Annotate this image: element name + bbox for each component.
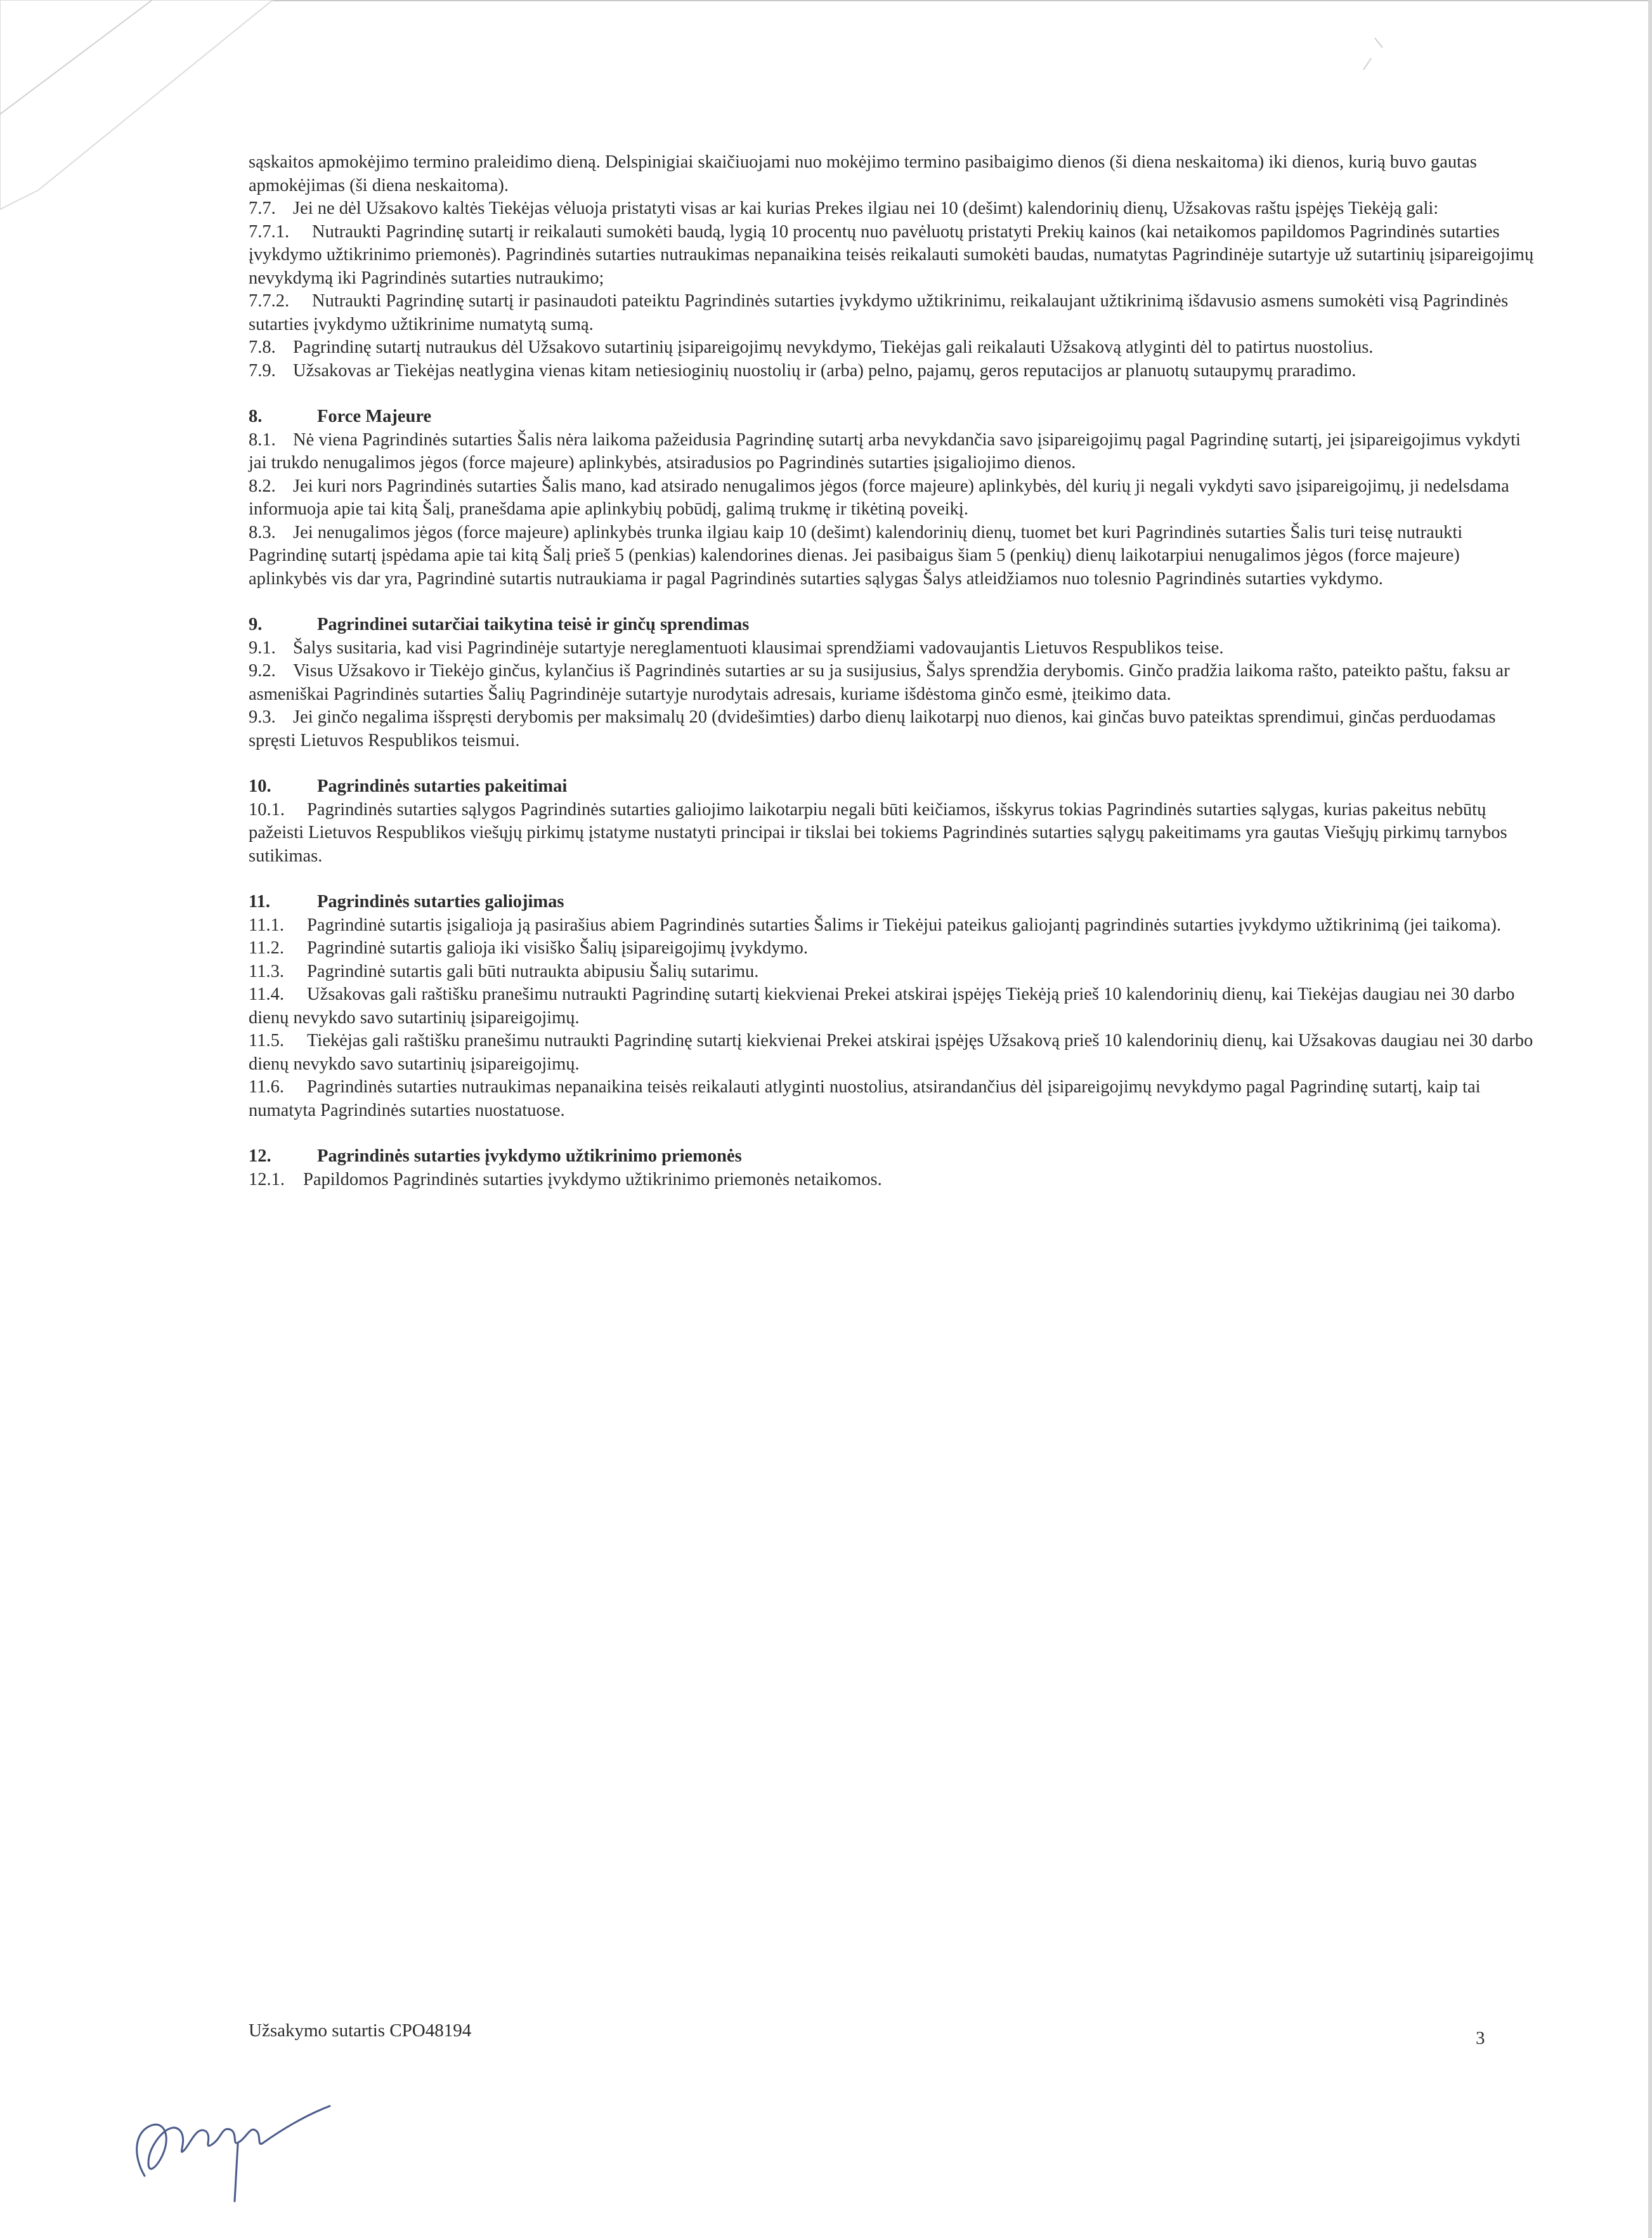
clause-9-2: 9.2. Visus Užsakovo ir Tiekėjo ginčus, kylančius iš Pagrindinės sutarties ar su ja susijusius, Šalys sprendžia derybomis. Ginčo pradžia laikoma rašto, pateikto paštu, faksu ar asmeniškai Pagrindinės sutarties Šalių Pagrindinėje sutartyje nurodytais adresais, kuriame išdėstoma ginčo esmė, įteikimo data. [249, 661, 1510, 704]
section-heading: 11. Pagrindinės sutarties galiojimas [249, 892, 564, 912]
clause-11-2: 11.2. Pagrindinė sutartis galioja iki visiško Šalių įsipareigojimų įvykdymo. [249, 938, 809, 958]
clause-7-9: 7.9. Užsakovas ar Tiekėjas neatlygina vienas kitam netiesioginių nuostolių ir (arba) pelno, pajamų, geros reputacijos ar planuotų sutaupymų praradimo. [249, 360, 1356, 381]
clause-9-1: 9.1. Šalys susitaria, kad visi Pagrindinėje sutartyje nereglamentuoti klausimai sprendžiami vadovaujantis Lietuvos Respublikos teise. [249, 638, 1224, 658]
clause-11-3: 11.3. Pagrindinė sutartis gali būti nutraukta abipusiu Šalių sutarimu. [249, 961, 759, 981]
clause-9-3: 9.3. Jei ginčo negalima išspręsti derybomis per maksimalų 20 (dvidešimties) darbo dienų laikotarpį nuo dienos, kai ginčas buvo pateiktas sprendimui, ginčas perduodamas spręsti Lietuvos Respublikos teismui. [249, 707, 1496, 750]
clause-7-7: 7.7. Jei ne dėl Užsakovo kaltės Tiekėjas vėluoja pristatyti visas ar kai kurias Prekes ilgiau nei 10 (dešimt) kalendorinių dienų, Užsakovas raštu įspėjęs Tiekėją gali: [249, 199, 1439, 218]
section-heading: 8. Force Majeure [249, 407, 432, 426]
clause-10-1: 10.1. Pagrindinės sutarties sąlygos Pagrindinės sutarties galiojimo laikotarpiu negali būti keičiamos, išskyrus tokias Pagrindinės sutarties sąlygas, kurias pakeitus nebūtų pažeisti Lietuvos Respublikos viešųjų pirkimų įstatyme nustatyti principai ir tikslai bei tokiems Pagrindinės sutarties sąlygų pakeitimams yra gautas Viešųjų pirkimų tarnybos sutikimas. [249, 799, 1507, 866]
section-9 [249, 613, 1536, 752]
clause-11-1: 11.1. Pagrindinė sutartis įsigalioja ją pasirašius abiem Pagrindinės sutarties Šalims ir Tiekėjui pateikus galiojantį pagrindinės sutarties įvykdymo užtikrinimą (jei taikoma). [249, 915, 1502, 935]
section-heading: 12. Pagrindinės sutarties įvykdymo užtikrinimo priemonės [249, 1146, 742, 1166]
section-heading: 9. Pagrindinei sutarčiai taikytina teisė ir ginčų sprendimas [249, 615, 750, 634]
clause-8-1: 8.1. Nė viena Pagrindinės sutarties Šalis nėra laikoma pažeidusia Pagrindinę sutartį arba nevykdančia savo įsipareigojimų pagal Pagrindinę sutartį, jei įsipareigojimus vykdyti jai trukdo nenugalimos jėgos (force majeure) aplinkybės, atsiradusios po Pagrindinės sutarties įsigaliojimo dienos. [249, 429, 1521, 473]
document-body [249, 151, 1536, 1191]
clause-11-4: 11.4. Užsakovas gali raštišku pranešimu nutraukti Pagrindinę sutartį kiekvienai Prekei atskirai įspėjęs Tiekėją prieš 10 kalendorinių dienų, kai Tiekėjas daugiau nei 30 darbo dienų nevykdo savo sutartinių įsipareigojimų. [249, 985, 1515, 1028]
handwritten-signature [127, 2081, 336, 2208]
clause-8-3: 8.3. Jei nenugalimos jėgos (force majeure) aplinkybės trunka ilgiau kaip 10 (dešimt) kalendorinių dienų, tuomet bet kuri Pagrindinės sutarties Šalis turi teisę nutraukti Pagrindinę sutartį įspėdama apie tai kitą Šalį prieš 5 (penkias) kalendorines dienas. Jei pasibaigus šiam 5 (penkių) dienų laikotarpiui nenugalimos jėgos (force majeure) aplinkybės vis dar yra, Pagrindinė sutartis nutraukiama ir pagal Pagrindinės sutarties sąlygas Šalys atleidžiamos nuo tolesnio Pagrindinės sutarties vykdymo. [249, 522, 1463, 589]
section-8 [249, 405, 1536, 591]
section-heading: 10. Pagrindinės sutarties pakeitimai [249, 776, 568, 796]
page-number: 3 [1476, 2028, 1485, 2048]
clause-8-2: 8.2. Jei kuri nors Pagrindinės sutarties Šalis mano, kad atsirado nenugalimos jėgos (force majeure) aplinkybės, dėl kurių ji negali vykdyti savo įsipareigojimų, ji nedelsdama informuoja apie tai kitą Šalį, pranešdama apie aplinkybių pobūdį, galimą trukmę ir tikėtiną poveikį. [249, 476, 1509, 519]
clause-11-5: 11.5. Tiekėjas gali raštišku pranešimu nutraukti Pagrindinę sutartį kiekvienai Prekei atskirai įspėjęs Užsakovą prieš 10 kalendorinių dienų, kai Užsakovas daugiau nei 30 darbo dienų nevykdo savo sutartinių įsipareigojimų. [249, 1031, 1533, 1074]
section-11 [249, 891, 1536, 1122]
clause-7-7-1: 7.7.1. Nutraukti Pagrindinę sutartį ir reikalauti sumokėti baudą, lygią 10 procentų nuo pavėluotų pristatyti Prekių kainos (kai netaikomos papildomos Pagrindinės sutarties įvykdymo užtikrinimo priemonės). Pagrindinės sutarties nutraukimas nepanaikina teisės reikalauti sumokėti baudas, numatytas Pagrindinėje sutartyje už sutartinių įsipareigojimų nevykdymą iki Pagrindinės sutarties nutraukimo; [249, 221, 1534, 288]
intro-block [249, 151, 1536, 383]
clause-12-1: 12.1. Papildomos Pagrindinės sutarties įvykdymo užtikrinimo priemonės netaikomos. [249, 1169, 882, 1189]
section-12 [249, 1145, 1536, 1191]
footer-contract-reference: Užsakymo sutartis CPO48194 [249, 2020, 472, 2041]
section-10 [249, 775, 1536, 868]
clause-11-6: 11.6. Pagrindinės sutarties nutraukimas nepanaikina teisės reikalauti atlyginti nuostolius, atsirandančius dėl įsipareigojimų nevykdymo pagal Pagrindinę sutartį, kaip tai numatyta Pagrindinės sutarties nuostatuose. [249, 1077, 1481, 1120]
clause-7-8: 7.8. Pagrindinę sutartį nutraukus dėl Užsakovo sutartinių įsipareigojimų nevykdymo, Tiekėjas gali reikalauti Užsakovą atlyginti dėl to patirtus nuostolius. [249, 337, 1374, 357]
scan-right-edge [1648, 0, 1652, 2238]
paragraph: sąskaitos apmokėjimo termino praleidimo dieną. Delspinigiai skaičiuojami nuo mokėjimo termino pasibaigimo dienos (ši diena neskaitoma) iki dienos, kurią buvo gautas apmokėjimas (ši diena neskaitoma). [249, 152, 1477, 195]
clause-7-7-2: 7.7.2. Nutraukti Pagrindinę sutartį ir pasinaudoti pateiktu Pagrindinės sutarties įvykdymo užtikrinimu, reikalaujant užtikrinimą išdavusio asmens sumokėti visą Pagrindinės sutarties įvykdymo užtikrinime numatytą sumą. [249, 291, 1509, 334]
